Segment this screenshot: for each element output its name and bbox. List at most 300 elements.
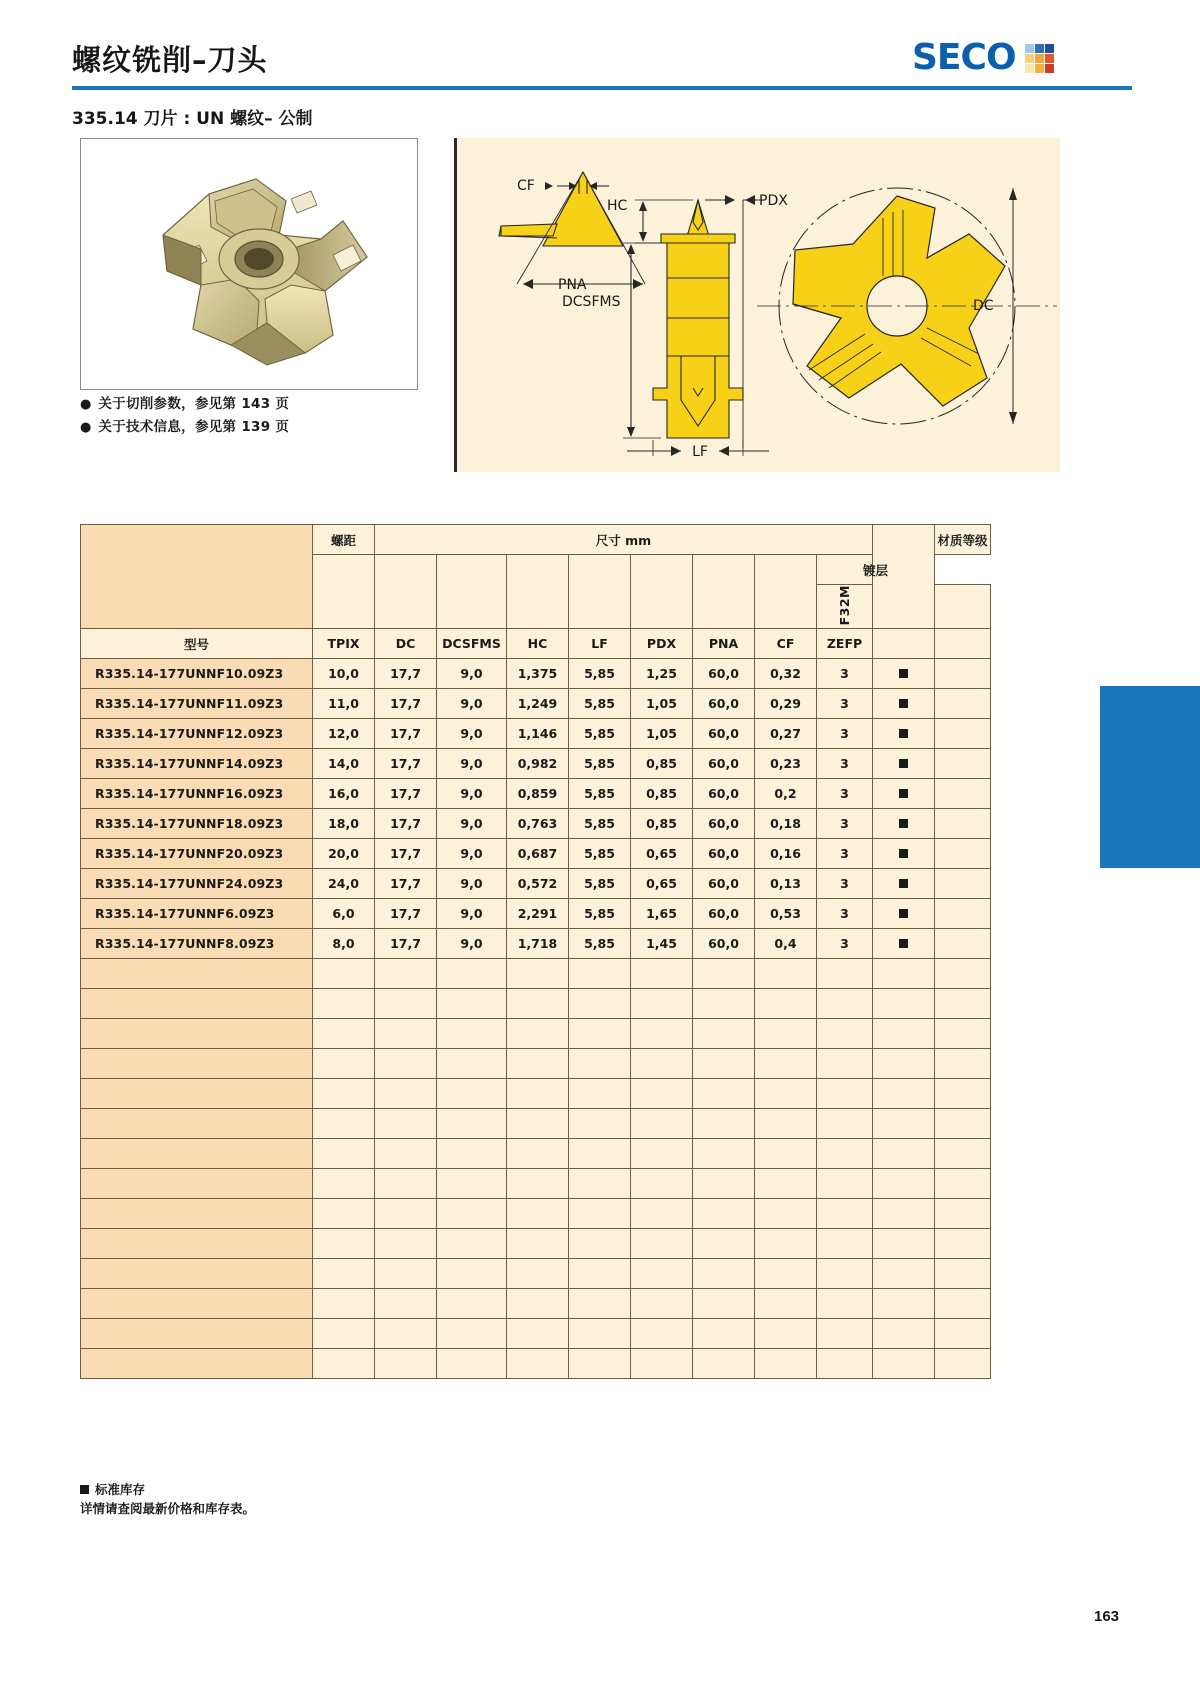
cell-empty (755, 1319, 817, 1349)
cell-dcsfms: 9,0 (437, 929, 507, 959)
label-lf: LF (692, 444, 708, 460)
cell-empty (375, 1319, 437, 1349)
cell-lf: 5,85 (569, 839, 631, 869)
cell-tpix: 11,0 (313, 689, 375, 719)
cell-empty (437, 1229, 507, 1259)
cell-blank (935, 929, 991, 959)
cell-empty (693, 1079, 755, 1109)
cell-empty (569, 1019, 631, 1049)
cell-dcsfms: 9,0 (437, 869, 507, 899)
logo-swatch (1035, 44, 1044, 53)
cell-empty (935, 1319, 991, 1349)
column-label-zefp: ZEFP (817, 629, 873, 659)
cell-cf: 0,29 (755, 689, 817, 719)
cell-empty (935, 1109, 991, 1139)
cell-f32m (873, 929, 935, 959)
cell-empty (817, 959, 873, 989)
cell-lf: 5,85 (569, 659, 631, 689)
cell-tpix: 10,0 (313, 659, 375, 689)
cell-empty (507, 1199, 569, 1229)
cell-empty (81, 1229, 313, 1259)
cell-hc: 1,375 (507, 659, 569, 689)
cell-dc: 17,7 (375, 899, 437, 929)
cell-dcsfms: 9,0 (437, 839, 507, 869)
cell-empty (375, 989, 437, 1019)
cell-lf: 5,85 (569, 689, 631, 719)
cell-empty (693, 1169, 755, 1199)
column-label-tpix: TPIX (313, 629, 375, 659)
cell-zefp: 3 (817, 659, 873, 689)
cell-empty (81, 1169, 313, 1199)
cell-empty (873, 1169, 935, 1199)
table-row[interactable] (81, 659, 991, 689)
cell-empty (693, 1259, 755, 1289)
stock-square-icon (899, 729, 908, 738)
cell-pdx: 1,25 (631, 659, 693, 689)
cell-empty (873, 1139, 935, 1169)
cell-empty (375, 1229, 437, 1259)
cell-empty (817, 1229, 873, 1259)
cell-empty (437, 1109, 507, 1139)
cell-empty (693, 1319, 755, 1349)
table-row[interactable] (81, 839, 991, 869)
cell-empty (935, 1139, 991, 1169)
cell-blank (935, 809, 991, 839)
cell-lf: 5,85 (569, 749, 631, 779)
logo-swatch (1025, 54, 1034, 63)
cell-empty (569, 1319, 631, 1349)
cell-model: R335.14-177UNNF10.09Z3 (81, 659, 313, 689)
cell-empty (437, 1169, 507, 1199)
cell-empty (817, 1079, 873, 1109)
cell-blank (935, 659, 991, 689)
cell-empty (375, 1049, 437, 1079)
cell-tpix: 18,0 (313, 809, 375, 839)
cell-pna: 60,0 (693, 779, 755, 809)
cell-pdx: 1,05 (631, 719, 693, 749)
cell-lf: 5,85 (569, 719, 631, 749)
page-subtitle: 335.14 刀片 : UN 螺纹– 公制 (72, 109, 313, 129)
header-blank (935, 585, 991, 629)
table-row[interactable] (81, 869, 991, 899)
product-photo (80, 138, 418, 390)
cell-empty (755, 1169, 817, 1199)
cell-pdx: 1,45 (631, 929, 693, 959)
section-color-tab (1100, 686, 1200, 868)
cell-dcsfms: 9,0 (437, 749, 507, 779)
cell-f32m (873, 689, 935, 719)
cell-hc: 1,146 (507, 719, 569, 749)
cell-dcsfms: 9,0 (437, 809, 507, 839)
logo-swatch (1035, 64, 1044, 73)
cell-f32m (873, 899, 935, 929)
cell-tpix: 12,0 (313, 719, 375, 749)
cell-empty (935, 1019, 991, 1049)
cell-empty (693, 1349, 755, 1379)
label-hc: HC (607, 198, 628, 214)
cell-empty (817, 1169, 873, 1199)
page-header (0, 0, 1200, 100)
header-group-grade: 材质等级 (935, 525, 991, 555)
cell-empty (755, 1109, 817, 1139)
cell-empty (313, 1229, 375, 1259)
cell-pdx: 1,65 (631, 899, 693, 929)
cell-blank (935, 869, 991, 899)
cell-empty (507, 1109, 569, 1139)
table-row[interactable] (81, 809, 991, 839)
cell-empty (437, 1259, 507, 1289)
header-lf-slot (569, 555, 631, 629)
cell-empty (631, 1319, 693, 1349)
column-label-model: 型号 (81, 629, 313, 659)
cell-empty (375, 959, 437, 989)
cell-empty (313, 989, 375, 1019)
insert-photo-illustration (81, 139, 417, 389)
cell-tpix: 24,0 (313, 869, 375, 899)
cell-empty (81, 989, 313, 1019)
cell-empty (313, 1259, 375, 1289)
cell-empty (437, 1289, 507, 1319)
cell-empty (437, 1019, 507, 1049)
cell-empty (693, 1049, 755, 1079)
cell-empty (81, 1259, 313, 1289)
column-label-blank-spacer (935, 629, 991, 659)
cell-model: R335.14-177UNNF18.09Z3 (81, 809, 313, 839)
cell-empty (437, 1319, 507, 1349)
cell-empty (507, 1229, 569, 1259)
stock-square-icon (899, 759, 908, 768)
table-row-empty (81, 1169, 991, 1199)
cell-cf: 0,18 (755, 809, 817, 839)
cell-empty (755, 1019, 817, 1049)
cell-empty (693, 1199, 755, 1229)
cell-zefp: 3 (817, 719, 873, 749)
cell-cf: 0,53 (755, 899, 817, 929)
label-dc: DC (973, 298, 994, 314)
cell-dcsfms: 9,0 (437, 689, 507, 719)
label-pna: PNA (558, 277, 587, 293)
page-number: 163 (1094, 1608, 1120, 1625)
cell-empty (81, 1109, 313, 1139)
cell-tpix: 14,0 (313, 749, 375, 779)
header-pdx-slot (631, 555, 693, 629)
cell-model: R335.14-177UNNF20.09Z3 (81, 839, 313, 869)
column-label-pna: PNA (693, 629, 755, 659)
cell-empty (569, 959, 631, 989)
cell-empty (81, 959, 313, 989)
cell-f32m (873, 869, 935, 899)
cell-empty (935, 1229, 991, 1259)
cell-empty (817, 1139, 873, 1169)
cell-pdx: 0,85 (631, 779, 693, 809)
cell-pna: 60,0 (693, 689, 755, 719)
cell-zefp: 3 (817, 899, 873, 929)
cell-empty (437, 1349, 507, 1379)
header-pna-slot (693, 555, 755, 629)
cell-hc: 0,572 (507, 869, 569, 899)
cell-empty (935, 959, 991, 989)
cell-empty (873, 1229, 935, 1259)
column-label-dcsfms: DCSFMS (437, 629, 507, 659)
header-tpix-slot (313, 555, 375, 629)
cell-pna: 60,0 (693, 719, 755, 749)
cell-pna: 60,0 (693, 659, 755, 689)
cell-hc: 0,982 (507, 749, 569, 779)
bullet-dot-icon: ● (80, 420, 92, 435)
logo-swatch (1025, 44, 1034, 53)
cell-empty (569, 1049, 631, 1079)
cell-empty (81, 1049, 313, 1079)
table-row-empty (81, 1049, 991, 1079)
cell-empty (507, 1349, 569, 1379)
cell-empty (569, 1109, 631, 1139)
cell-blank (935, 749, 991, 779)
cell-hc: 2,291 (507, 899, 569, 929)
seco-color-grid-icon (1025, 44, 1054, 73)
cell-empty (313, 959, 375, 989)
cell-zefp: 3 (817, 809, 873, 839)
cell-cf: 0,27 (755, 719, 817, 749)
cell-blank (935, 779, 991, 809)
cell-empty (313, 1079, 375, 1109)
table-row-empty (81, 1139, 991, 1169)
label-cf: CF (517, 178, 535, 194)
cell-empty (693, 959, 755, 989)
cell-empty (817, 1349, 873, 1379)
cell-dc: 17,7 (375, 929, 437, 959)
cell-model: R335.14-177UNNF16.09Z3 (81, 779, 313, 809)
cell-empty (507, 1049, 569, 1079)
cell-f32m (873, 719, 935, 749)
cell-empty (873, 959, 935, 989)
table-row[interactable] (81, 689, 991, 719)
cell-empty (755, 1049, 817, 1079)
cell-empty (755, 1139, 817, 1169)
page-title: 螺纹铣削–刀头 (72, 43, 268, 77)
cell-empty (569, 1169, 631, 1199)
cell-lf: 5,85 (569, 899, 631, 929)
cell-empty (631, 1169, 693, 1199)
cell-empty (873, 1199, 935, 1229)
cell-empty (507, 1259, 569, 1289)
cell-empty (755, 1079, 817, 1109)
cell-zefp: 3 (817, 689, 873, 719)
cell-model: R335.14-177UNNF6.09Z3 (81, 899, 313, 929)
cell-empty (631, 1079, 693, 1109)
cell-empty (569, 1199, 631, 1229)
table-row-empty (81, 1319, 991, 1349)
cell-f32m (873, 839, 935, 869)
cell-empty (569, 1289, 631, 1319)
cell-empty (693, 989, 755, 1019)
cell-empty (631, 1349, 693, 1379)
table-row-empty (81, 1109, 991, 1139)
table-row[interactable] (81, 779, 991, 809)
cell-empty (375, 1349, 437, 1379)
cell-dcsfms: 9,0 (437, 779, 507, 809)
cell-empty (631, 1109, 693, 1139)
cell-model: R335.14-177UNNF8.09Z3 (81, 929, 313, 959)
cell-empty (375, 1019, 437, 1049)
cell-empty (569, 989, 631, 1019)
cell-blank (935, 719, 991, 749)
header-cf-slot (755, 555, 817, 629)
table-row[interactable] (81, 719, 991, 749)
cell-empty (313, 1139, 375, 1169)
cell-empty (507, 1079, 569, 1109)
column-label-hc: HC (507, 629, 569, 659)
cell-empty (755, 959, 817, 989)
cell-empty (693, 1139, 755, 1169)
cell-pdx: 0,65 (631, 869, 693, 899)
cell-dc: 17,7 (375, 749, 437, 779)
cell-tpix: 20,0 (313, 839, 375, 869)
cell-dcsfms: 9,0 (437, 899, 507, 929)
cell-empty (873, 989, 935, 1019)
bullet-item (80, 396, 440, 413)
cell-dc: 17,7 (375, 779, 437, 809)
cell-zefp: 3 (817, 929, 873, 959)
cell-empty (631, 1199, 693, 1229)
cell-f32m (873, 659, 935, 689)
cell-empty (437, 1079, 507, 1109)
cell-empty (755, 1349, 817, 1379)
label-pdx: PDX (759, 193, 788, 209)
cell-empty (375, 1139, 437, 1169)
cell-dcsfms: 9,0 (437, 719, 507, 749)
cell-lf: 5,85 (569, 929, 631, 959)
cell-empty (313, 1019, 375, 1049)
stock-square-icon (899, 909, 908, 918)
cell-dc: 17,7 (375, 659, 437, 689)
table-row-empty (81, 1199, 991, 1229)
cell-empty (437, 1049, 507, 1079)
cell-empty (313, 1049, 375, 1079)
logo-swatch (1035, 54, 1044, 63)
cell-empty (313, 1289, 375, 1319)
cell-empty (569, 1259, 631, 1289)
table-row[interactable] (81, 899, 991, 929)
cell-empty (935, 1289, 991, 1319)
cell-pdx: 0,85 (631, 809, 693, 839)
cell-empty (437, 1139, 507, 1169)
cell-empty (935, 1079, 991, 1109)
cell-empty (507, 989, 569, 1019)
cell-dc: 17,7 (375, 839, 437, 869)
cell-empty (631, 1259, 693, 1289)
cell-empty (631, 1289, 693, 1319)
bullet-item (80, 419, 440, 436)
column-label-f32m-spacer (873, 629, 935, 659)
cell-empty (873, 1079, 935, 1109)
cell-blank (935, 899, 991, 929)
reference-bullet-list (80, 396, 440, 442)
cell-zefp: 3 (817, 839, 873, 869)
table-row-empty (81, 1229, 991, 1259)
cell-empty (755, 1199, 817, 1229)
table-row-empty (81, 1289, 991, 1319)
cell-empty (569, 1349, 631, 1379)
cell-pna: 60,0 (693, 869, 755, 899)
table-row[interactable] (81, 749, 991, 779)
cell-empty (375, 1169, 437, 1199)
cell-empty (755, 1259, 817, 1289)
column-label-lf: LF (569, 629, 631, 659)
logo-swatch (1025, 64, 1034, 73)
cell-empty (507, 1139, 569, 1169)
cell-empty (693, 1019, 755, 1049)
cell-empty (375, 1289, 437, 1319)
cell-empty (375, 1079, 437, 1109)
cell-empty (873, 1019, 935, 1049)
cell-lf: 5,85 (569, 779, 631, 809)
cell-empty (817, 1259, 873, 1289)
table-row-empty (81, 1019, 991, 1049)
header-f32m-label: F32M (837, 585, 852, 626)
header-f32m (817, 585, 873, 629)
cell-empty (873, 1049, 935, 1079)
cell-empty (873, 1109, 935, 1139)
product-data-table (80, 524, 991, 1379)
logo-swatch (1045, 64, 1054, 73)
cell-empty (81, 1319, 313, 1349)
cell-tpix: 16,0 (313, 779, 375, 809)
cell-pna: 60,0 (693, 809, 755, 839)
table-row[interactable] (81, 929, 991, 959)
stock-square-icon (899, 669, 908, 678)
cell-model: R335.14-177UNNF24.09Z3 (81, 869, 313, 899)
seco-wordmark: SECO (912, 37, 1016, 78)
cell-hc: 1,249 (507, 689, 569, 719)
cell-empty (313, 1169, 375, 1199)
cell-empty (817, 1199, 873, 1229)
cell-tpix: 8,0 (313, 929, 375, 959)
cell-empty (935, 1199, 991, 1229)
cell-empty (507, 1319, 569, 1349)
cell-empty (631, 1049, 693, 1079)
cell-blank (935, 689, 991, 719)
header-dc-slot (375, 555, 437, 629)
cell-empty (935, 989, 991, 1019)
cell-f32m (873, 809, 935, 839)
stock-square-icon (899, 819, 908, 828)
cell-empty (935, 1049, 991, 1079)
cell-empty (437, 959, 507, 989)
bullet-text: 关于技术信息，参见第 139 页 (98, 419, 290, 435)
header-dcsfms-slot (437, 555, 507, 629)
cell-cf: 0,32 (755, 659, 817, 689)
table-header (81, 525, 991, 659)
cell-empty (569, 1079, 631, 1109)
cell-model: R335.14-177UNNF12.09Z3 (81, 719, 313, 749)
cell-pdx: 0,65 (631, 839, 693, 869)
cell-empty (81, 1349, 313, 1379)
column-label-cf: CF (755, 629, 817, 659)
cell-empty (507, 1169, 569, 1199)
cell-pna: 60,0 (693, 929, 755, 959)
cell-empty (631, 1139, 693, 1169)
header-group-coating: 镀层 (817, 555, 935, 585)
cell-cf: 0,23 (755, 749, 817, 779)
cell-empty (81, 1289, 313, 1319)
cell-empty (755, 989, 817, 1019)
stock-square-icon (899, 849, 908, 858)
cell-cf: 0,4 (755, 929, 817, 959)
cell-empty (755, 1229, 817, 1259)
header-group-pitch: 螺距 (313, 525, 375, 555)
cell-empty (935, 1259, 991, 1289)
cell-empty (631, 1229, 693, 1259)
